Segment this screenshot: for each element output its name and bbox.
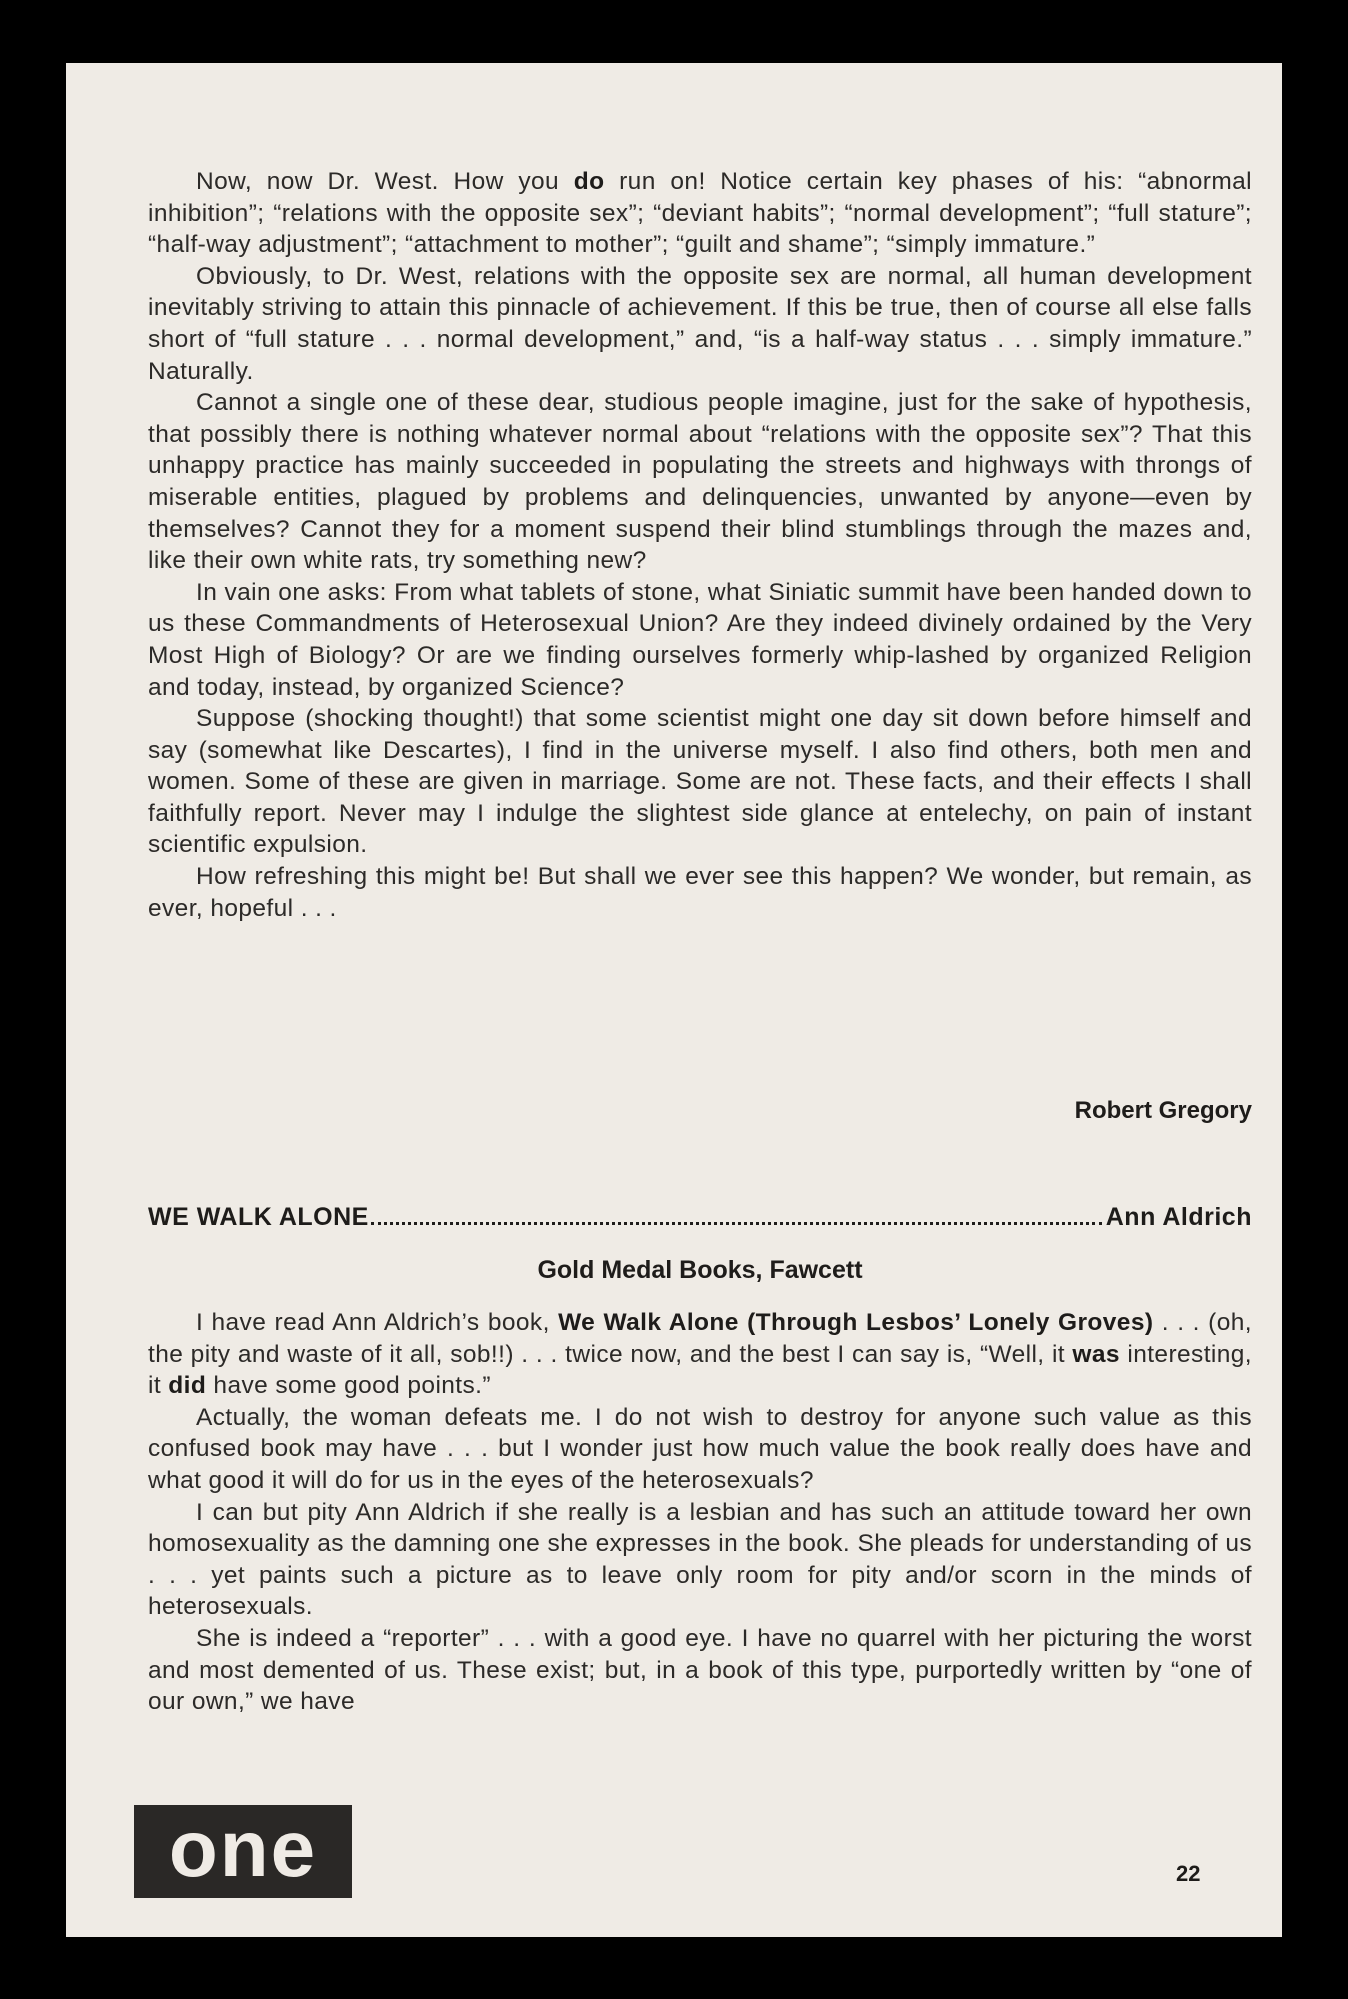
paragraph (148, 1402, 1252, 1497)
paragraph (148, 1307, 1252, 1402)
text: She is indeed a “reporter” . . . with a good eye. I have no quarrel with her picturing the worst and most demented of us. These exist; but, in a book of this type, purportedly written by “one of our own,” we have (148, 1624, 1252, 1716)
text: . . . (oh, the pity and waste of it all, sob!!) . . . twice now, and the best I can say is, “Well, it (148, 1309, 1252, 1368)
text: interesting, it (148, 1340, 1253, 1400)
byline: Robert Gregory (1074, 1097, 1252, 1124)
text: Cannot a single one of these dear, studious people imagine, just for the sake of hypothesis, that possibly there is nothing whatever normal about “relations with the opposite sex”? That this unhappy practice has mainly succeeded in populating the streets and highways with throngs of miserable entities, plagued by problems and delinquencies, unwanted by anyone—even by themselves? Cannot they for a moment suspend their blind stumblings through the mazes and, like their own white rats, try something new? (148, 389, 1252, 575)
text: Now, now Dr. West. How you (196, 168, 574, 195)
review-robert-gregory-body (148, 166, 1252, 924)
text: How refreshing this might be! But shall we ever see this happen? We wonder, but remain, as ever, hopeful . . . (148, 863, 1252, 922)
text: I can but pity Ann Aldrich if she really is a lesbian and has such an attitude toward her own homosexuality as the damning one she expresses in the book. She pleads for understanding of us . . . yet paints such a picture as to leave only room for pity and/or scorn in the minds of heterosexuals. (148, 1498, 1252, 1621)
text: Actually, the woman defeats me. I do not wish to destroy for anyone such value as this confused book may have . . . but I wonder just how much value the book really does have and what good it will do for us in the eyes of the heterosexuals? (148, 1403, 1252, 1494)
bold-text: We Walk Alone (Through Lesbos’ Lonely Groves) (558, 1309, 1154, 1336)
text: Obviously, to Dr. West, relations with the opposite sex are normal, all human development inevitably striving to attain this pinnacle of achievement. If this be true, then of course all else falls short of “full stature . . . normal development,” and, “is a half-way status . . . simply immature.” Naturally. (148, 262, 1252, 385)
review-we-walk-alone-body (148, 1307, 1252, 1718)
publisher: Gold Medal Books, Fawcett (537, 1256, 863, 1284)
text: have some good points.” (206, 1372, 491, 1400)
book-author: Ann Aldrich (1105, 1203, 1252, 1231)
text: Suppose (shocking thought!) that some scientist might one day sit down before himself and say (somewhat like Descartes), I find in the universe myself. I also find others, both men and women. Some of these are given in marriage. Some are not. These facts, and their effects I shall faithfully report. Never may I indulge the slightest side glance at entelechy, on pain of instant scientific expulsion. (148, 705, 1252, 859)
dot-leader (371, 1203, 1102, 1225)
paragraph (148, 577, 1252, 703)
book-title: WE WALK ALONE (148, 1203, 369, 1231)
magazine-page (66, 63, 1282, 1937)
review-heading (148, 1203, 1252, 1232)
bold-text: did (168, 1372, 207, 1400)
text: In vain one asks: From what tablets of stone, what Siniatic summit have been handed down to us these Commandments of Heterosexual Union? Are they indeed divinely ordained by the Very Most High of Biology? Or are we finding ourselves formerly whip-lashed by organized Religion and today, instead, by organized Science? (148, 578, 1252, 701)
one-magazine-logo: one (134, 1805, 352, 1898)
paragraph (148, 861, 1252, 924)
paragraph (148, 261, 1252, 387)
text: I have read Ann Aldrich’s book, (196, 1309, 559, 1336)
bold-text: do (573, 168, 605, 195)
text: run on! Notice certain key phases of his: “abnormal inhibition”; “relations with the opposite sex”; “deviant habits”; “normal development”; “full stature”; “half-way adjustment”; “attachment to mother”; “guilt and shame”; “simply immature.” (148, 168, 1252, 259)
page-number: 22 (1176, 1861, 1201, 1886)
paragraph (148, 387, 1252, 577)
paragraph (148, 1623, 1252, 1718)
paragraph (148, 1497, 1252, 1623)
bold-text: was (1072, 1340, 1120, 1368)
paragraph (148, 703, 1252, 861)
paragraph (148, 166, 1252, 261)
